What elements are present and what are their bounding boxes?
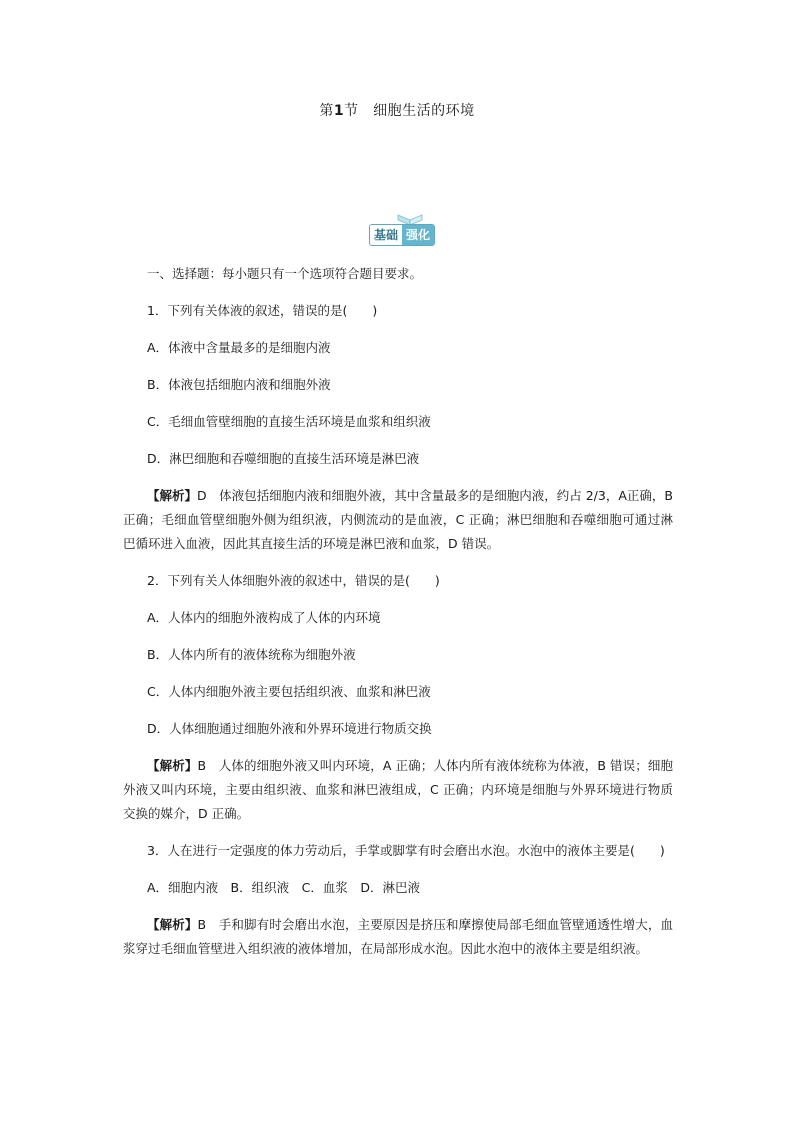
badge-box bbox=[369, 224, 435, 246]
analysis-text: B 手和脚有时会磨出水泡，主要原因是挤压和摩擦使局部毛细血管壁通透性增大，血浆穿过毛细血管壁进入组织液的液体增加，在局部形成水泡。因此水泡中的液体主要是组织液。 bbox=[123, 917, 673, 956]
page-title bbox=[0, 100, 794, 120]
analysis-paragraph bbox=[123, 913, 673, 961]
option-a: A．人体内的细胞外液构成了人体的内环境 bbox=[147, 610, 381, 625]
option-a: A．体液中含量最多的是细胞内液 bbox=[147, 340, 331, 355]
badge-label-basic: 基础 bbox=[370, 225, 402, 245]
option-b: B．体液包括细胞内液和细胞外液 bbox=[147, 377, 331, 392]
options-line: A．细胞内液 B．组织液 C．血浆 D．淋巴液 bbox=[147, 880, 420, 895]
option-d: D．人体细胞通过细胞外液和外界环境进行物质交换 bbox=[147, 721, 432, 736]
option-d: D．淋巴细胞和吞噬细胞的直接生活环境是淋巴液 bbox=[147, 451, 420, 466]
analysis-paragraph bbox=[123, 754, 673, 826]
question-content bbox=[123, 262, 673, 974]
option-c: C．人体内细胞外液主要包括组织液、血浆和淋巴液 bbox=[147, 684, 431, 699]
section-badge bbox=[369, 214, 451, 244]
analysis-text: B 人体的细胞外液又叫内环境，A 正确；人体内所有液体统称为体液，B 错误；细胞外液又叫内环境，主要由组织液、血浆和淋巴液组成，C 正确；内环境是细胞与外界环境进行物质交换的媒介，D 正确。 bbox=[123, 758, 673, 821]
title-prefix: 第 bbox=[319, 103, 334, 119]
question-stem: 1．下列有关体液的叙述，错误的是( ) bbox=[147, 303, 378, 318]
option-b: B．人体内所有的液体统称为细胞外液 bbox=[147, 647, 356, 662]
section-heading: 一、选择题：每小题只有一个选项符合题目要求。 bbox=[147, 266, 423, 281]
option-c: C．毛细血管壁细胞的直接生活环境是血浆和组织液 bbox=[147, 414, 431, 429]
analysis-text: D 体液包括细胞内液和细胞外液，其中含量最多的是细胞内液，约占 2/3，A正确，B 正确；毛细血管壁细胞外侧为组织液，内侧流动的是血液，C 正确；淋巴细胞和吞噬细胞可通过淋巴循环进入血液，因此其直接生活的环境是淋巴液和血浆，D 错误。 bbox=[123, 488, 673, 551]
title-number: 1 bbox=[333, 103, 345, 119]
analysis-tag: 【解析】 bbox=[147, 758, 198, 773]
question-stem: 2．下列有关人体细胞外液的叙述中，错误的是( ) bbox=[147, 573, 440, 588]
analysis-tag: 【解析】 bbox=[147, 488, 198, 503]
title-text: 节 细胞生活的环境 bbox=[344, 103, 475, 119]
question-stem: 3．人在进行一定强度的体力劳动后，手掌或脚掌有时会磨出水泡。水泡中的液体主要是( ) bbox=[147, 843, 665, 858]
analysis-paragraph bbox=[123, 484, 673, 556]
badge-label-strengthen: 强化 bbox=[402, 225, 434, 245]
analysis-tag: 【解析】 bbox=[147, 917, 198, 932]
